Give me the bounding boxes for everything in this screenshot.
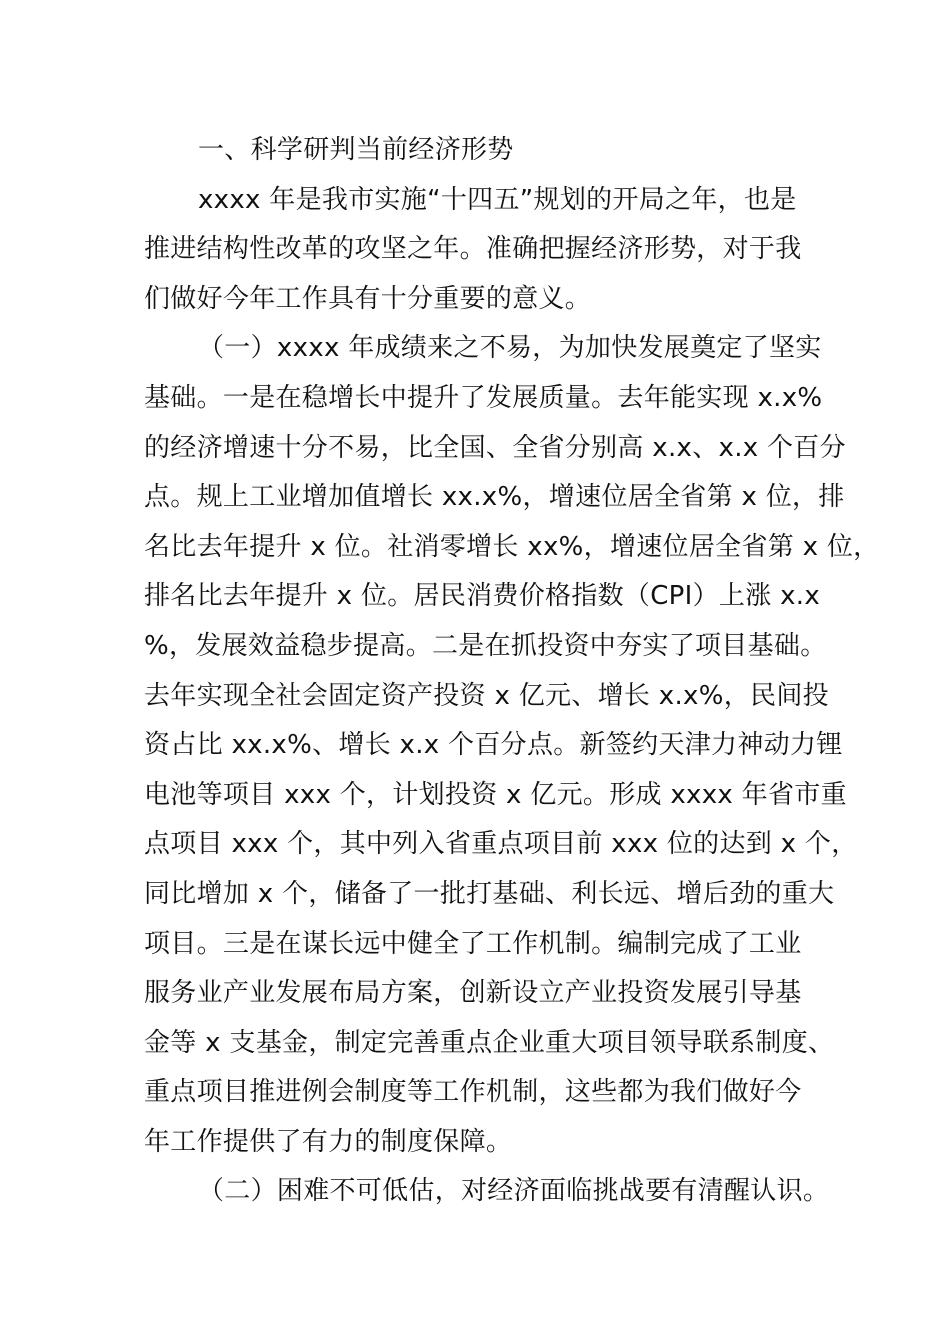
paragraph-line: 名比去年提升 x 位。社消零增长 xx%，增速位居全省第 x 位， <box>144 531 880 562</box>
paragraph-line: 去年实现全社会固定资产投资 x 亿元、增长 x.x%，民间投 <box>144 680 829 711</box>
subsection-line: （一）xxxx 年成绩来之不易，为加快发展奠定了坚实 <box>198 333 822 364</box>
document-body <box>144 126 880 1217</box>
paragraph-line: 资占比 xx.x%、增长 x.x 个百分点。新签约天津力神动力锂 <box>144 730 843 761</box>
paragraph-line: 的经济增速十分不易，比全国、全省分别高 x.x、x.x 个百分 <box>144 432 846 463</box>
paragraph-line: 金等 x 支基金，制定完善重点企业重大项目领导联系制度、 <box>144 1027 835 1058</box>
paragraph-line: 服务业产业发展布局方案，创新设立产业投资发展引导基 <box>144 978 802 1009</box>
section-heading: 一、科学研判当前经济形势 <box>198 135 514 165</box>
paragraph-line: 点。规上工业增加值增长 xx.x%，增速位居全省第 x 位，排 <box>144 482 845 513</box>
subsection-line: （二）困难不可低估，对经济面临挑战要有清醒认识。 <box>198 1176 830 1207</box>
paragraph-line: %，发展效益稳步提高。二是在抓投资中夯实了项目基础。 <box>144 630 827 661</box>
paragraph-line: 项目。三是在谋长远中健全了工作机制。编制完成了工业 <box>144 928 802 959</box>
paragraph-line: 点项目 xxx 个，其中列入省重点项目前 xxx 位的达到 x 个， <box>144 829 858 860</box>
paragraph-line: 基础。一是在稳增长中提升了发展质量。去年能实现 x.x% <box>144 382 823 413</box>
paragraph-line: 电池等项目 xxx 个，计划投资 x 亿元。形成 xxxx 年省市重 <box>144 779 847 810</box>
paragraph-line: xxxx 年是我市实施“十四五”规划的开局之年，也是 <box>198 184 797 215</box>
paragraph-line: 重点项目推进例会制度等工作机制，这些都为我们做好今 <box>144 1077 802 1108</box>
paragraph-line: 排名比去年提升 x 位。居民消费价格指数（CPI）上涨 x.x <box>144 581 821 612</box>
paragraph-line: 同比增加 x 个，储备了一批打基础、利长远、增后劲的重大 <box>144 878 835 909</box>
paragraph-line: 年工作提供了有力的制度保障。 <box>144 1126 513 1157</box>
paragraph-line: 们做好今年工作具有十分重要的意义。 <box>144 283 592 314</box>
paragraph-line: 推进结构性改革的攻坚之年。准确把握经济形势，对于我 <box>144 234 802 265</box>
